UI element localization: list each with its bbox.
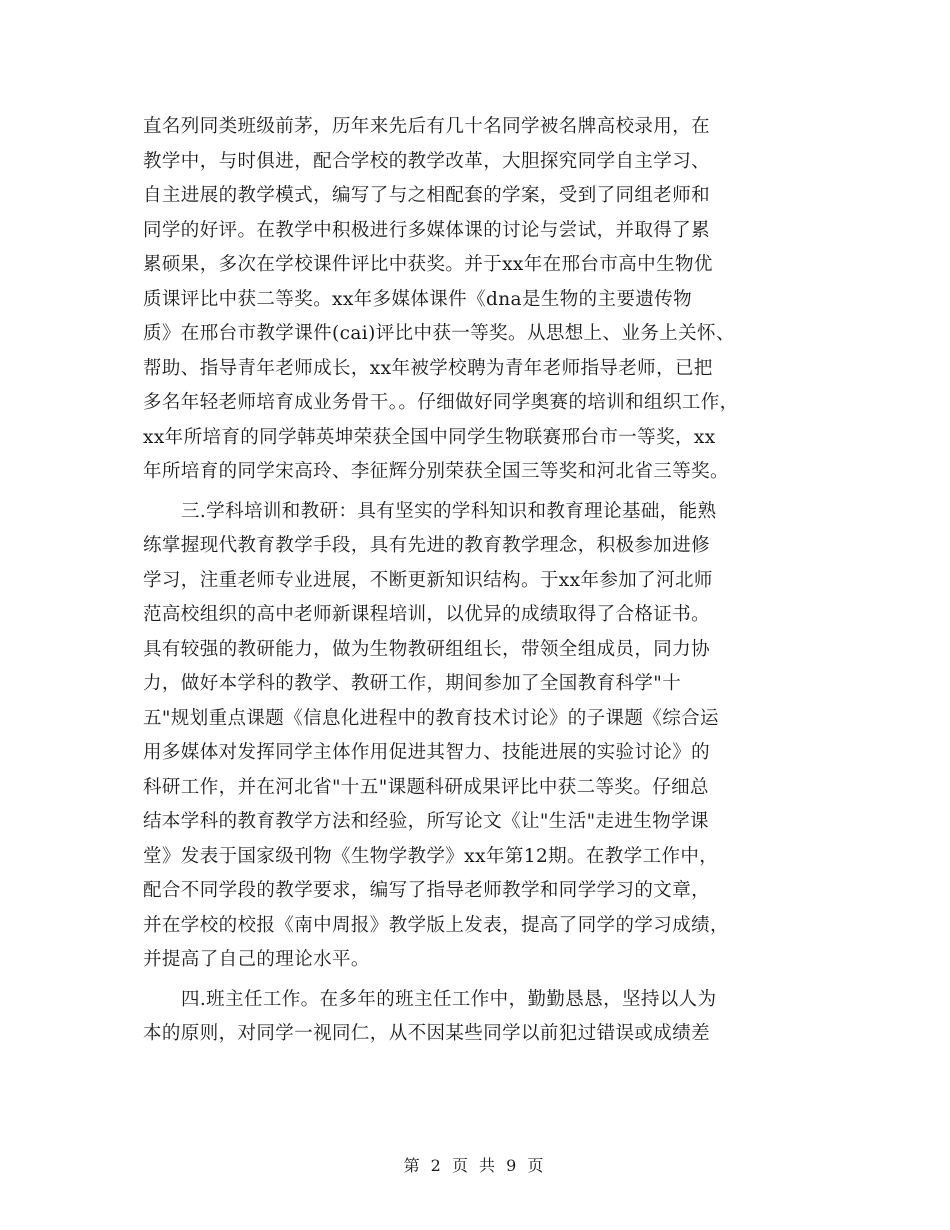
section-heading-line: 四.班主任工作。在多年的班主任工作中，勤勤恳恳，坚持以人为	[181, 988, 717, 1010]
text-line: 质课评比中获二等奖。xx年多媒体课件《dna是生物的主要遗传物	[143, 288, 693, 310]
section-heading-line: 三.学科培训和教研：具有坚实的学科知识和教育理论基础，能熟	[181, 500, 717, 522]
text-line: 并在学校的校报《南中周报》教学版上发表，提高了同学的学习成绩，	[143, 914, 729, 936]
text-line: 练掌握现代教育教学手段，具有先进的教育教学理念，积极参加进修	[143, 535, 711, 556]
text-line: 自主进展的教学模式，编写了与之相配套的学案，受到了同组老师和	[143, 185, 711, 206]
text-line: 范高校组织的高中老师新课程培训，以优异的成绩取得了合格证书。	[143, 604, 711, 625]
text-line: 并提高了自己的理论水平。	[143, 949, 370, 970]
text-line: 质》在邢台市教学课件(cai)评比中获一等奖。从思想上、业务上关怀、	[143, 323, 735, 344]
text-line: 具有较强的教研能力，做为生物教研组组长，带领全组成员，同力协	[143, 638, 711, 660]
text-line: 力，做好本学科的教学、教研工作，期间参加了全国教育科学"十	[143, 673, 682, 694]
text-line: 结本学科的教育教学方法和经验，所写论文《让"生活"走进生物学课	[143, 811, 709, 832]
text-line: 年所培育的同学宋高玲、李征辉分别荣获全国三等奖和河北省三等奖。	[143, 461, 729, 482]
text-line: 教学中，与时俱进，配合学校的教学改革，大胆探究同学自主学习、	[143, 150, 711, 172]
text-line: xx年所培育的同学韩英坤荣获全国中同学生物联赛邢台市一等奖，xx	[143, 426, 716, 448]
document-body	[143, 110, 823, 1052]
text-line: 配合不同学段的教学要求，编写了指导老师教学和同学学习的文章，	[143, 880, 711, 901]
text-line: 堂》发表于国家级刊物《生物学教学》xx年第12期。在教学工作中，	[143, 845, 719, 867]
text-line: 同学的好评。在教学中积极进行多媒体课的讨论与尝试，并取得了累	[143, 219, 711, 241]
text-line: 科研工作，并在河北省"十五"课题科研成果评比中获二等奖。仔细总	[143, 776, 709, 798]
page-number: 第 2 页 共 9 页	[403, 1156, 547, 1175]
text-line: 直名列同类班级前茅，历年来先后有几十名同学被名牌高校录用，在	[143, 116, 711, 137]
text-line: 累硕果，多次在学校课件评比中获奖。并于xx年在邢台市高中生物优	[143, 254, 713, 275]
text-line: 学习，注重老师专业进展，不断更新知识结构。于xx年参加了河北师	[143, 569, 713, 591]
text-line: 多名年轻老师培育成业务骨干。。仔细做好同学奥赛的培训和组织工作，	[143, 392, 739, 413]
text-line: 帮助、指导青年老师成长，xx年被学校聘为青年老师指导老师，已把	[143, 357, 713, 379]
text-line: 本的原则，对同学一视同仁，从不因某些同学以前犯过错误或成绩差	[143, 1023, 711, 1044]
text-line: 五"规划重点课题《信息化进程中的教育技术讨论》的子课题《综合运	[143, 707, 719, 729]
text-line: 用多媒体对发挥同学主体作用促进其智力、技能进展的实验讨论》的	[143, 742, 711, 763]
